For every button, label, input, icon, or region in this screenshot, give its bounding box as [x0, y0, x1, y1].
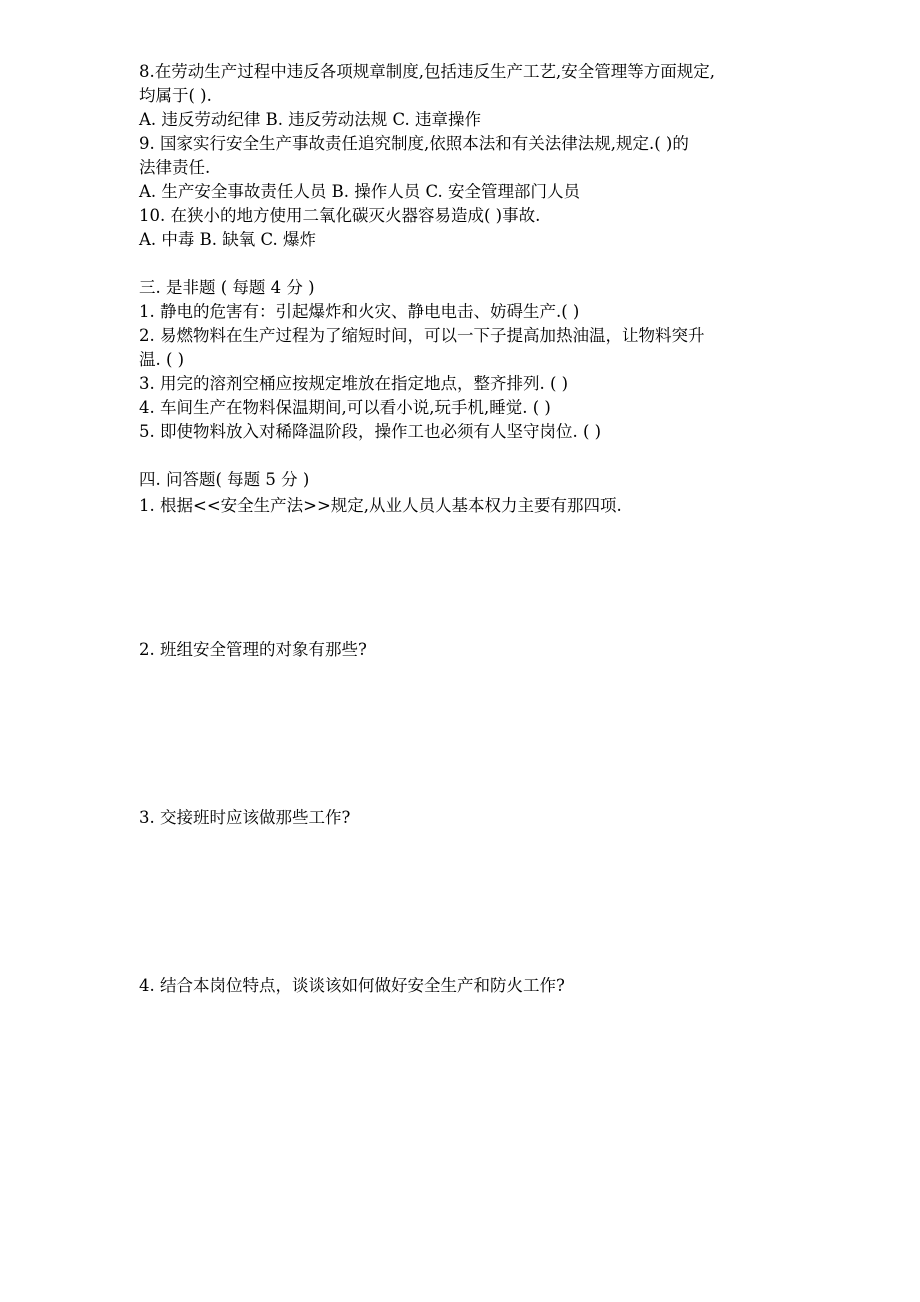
qa-q2: 2. 班组安全管理的对象有那些? — [139, 640, 367, 659]
q9-text-line2: 法律责任. — [139, 158, 211, 177]
tf-q5: 5. 即使物料放入对稀降温阶段，操作工也必须有人坚守岗位. ( ) — [139, 422, 602, 441]
tf-q3: 3. 用完的溶剂空桶应按规定堆放在指定地点，整齐排列. ( ) — [139, 374, 569, 393]
q9-text-line1: 9. 国家实行安全生产事故责任追究制度,依照本法和有关法律法规,规定.( )的 — [139, 134, 689, 153]
q8-text-line1: 8.在劳动生产过程中违反各项规章制度,包括违反生产工艺,安全管理等方面规定, — [139, 62, 715, 81]
tf-q2-line2: 温. ( ) — [139, 350, 185, 369]
q9-options: A. 生产安全事故责任人员 B. 操作人员 C. 安全管理部门人员 — [139, 182, 581, 201]
q8-options: A. 违反劳动纪律 B. 违反劳动法规 C. 违章操作 — [139, 110, 482, 129]
qa-q4: 4. 结合本岗位特点，谈谈该如何做好安全生产和防火工作? — [139, 976, 565, 995]
qa-q1: 1. 根据<<安全生产法>>规定,从业人员人基本权力主要有那四项. — [139, 496, 622, 515]
tf-q1: 1. 静电的危害有：引起爆炸和火灾、静电电击、妨碍生产.( ) — [139, 302, 580, 321]
section4-heading: 四. 问答题( 每题 5 分 ) — [139, 470, 310, 489]
tf-q4: 4. 车间生产在物料保温期间,可以看小说,玩手机,睡觉. ( ) — [139, 398, 551, 417]
tf-q2-line1: 2. 易燃物料在生产过程为了缩短时间，可以一下子提高加热油温，让物料突升 — [139, 326, 705, 345]
q8-text-line2: 均属于( ). — [139, 86, 212, 105]
q10-options: A. 中毒 B. 缺氧 C. 爆炸 — [139, 230, 317, 249]
q10-text: 10. 在狭小的地方使用二氧化碳灭火器容易造成( )事故. — [139, 206, 541, 225]
section3-heading: 三. 是非题 ( 每题 4 分 ) — [139, 278, 315, 297]
qa-q3: 3. 交接班时应该做那些工作? — [139, 808, 351, 827]
